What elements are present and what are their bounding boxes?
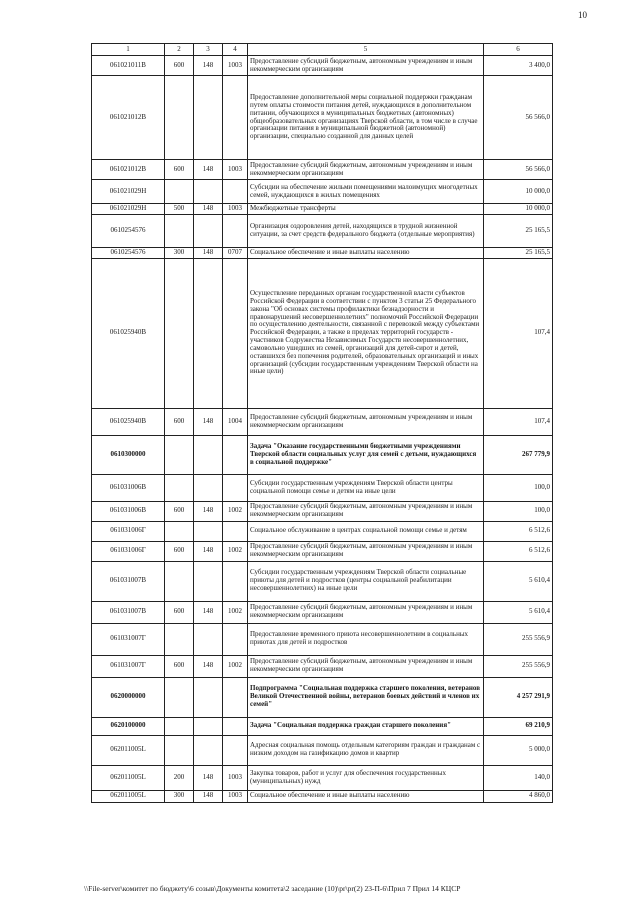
- cell-c3: [194, 474, 223, 501]
- cell-code: 062011005L: [92, 790, 165, 802]
- header-cell: 1: [92, 44, 165, 56]
- cell-amount: 25 165,5: [484, 214, 553, 247]
- cell-code: 061031006Г: [92, 541, 165, 561]
- file-path-footer: \\File-server\комитет по бюджету\6 созыв\Документы комитета\2 заседание (10)\pr\pr(2) 23-П-6\Прил 7 Прил 14 КЦСР: [84, 884, 461, 893]
- cell-c3: 148: [194, 501, 223, 521]
- cell-name: Организация оздоровления детей, находящихся в трудной жизненной ситуации, за счет средств федерального бюджета (отдельные мероприятия): [248, 214, 484, 247]
- cell-c4: [223, 521, 248, 541]
- cell-c4: [223, 258, 248, 408]
- cell-name: Предоставление субсидий бюджетным, автономным учреждениям и иным некоммерческим организациям: [248, 160, 484, 180]
- table-row: [92, 204, 553, 215]
- cell-amount: 4 860,0: [484, 790, 553, 802]
- header-cell: 5: [248, 44, 484, 56]
- cell-c4: 1003: [223, 56, 248, 76]
- cell-name: Субсидии государственным учреждениям Тверской области центры социальной помощи семье и детям на иные цели: [248, 474, 484, 501]
- cell-name: Адресная социальная помощь отдельным категориям граждан и гражданам с низким доходом на газификацию домов и квартир: [248, 735, 484, 765]
- cell-c3: 148: [194, 601, 223, 623]
- cell-c3: [194, 76, 223, 160]
- cell-c3: [194, 717, 223, 735]
- cell-c4: 1002: [223, 541, 248, 561]
- cell-code: 061021012В: [92, 160, 165, 180]
- cell-amount: 107,4: [484, 258, 553, 408]
- cell-name: Предоставление дополнительной меры социальной поддержки гражданам путем оплаты стоимости питания детей, нуждающихся в дополнительном питании, обучающихся в муниципальных бюджетных (автономных) общеобразовательных организациях Тверской области, в том числе в случае организации питания в муниципальной бюджетной (автономной) организации, специально созданной для данных целей: [248, 76, 484, 160]
- table-row: [92, 561, 553, 601]
- cell-name: Предоставление субсидий бюджетным, автономным учреждениям и иным некоммерческим организациям: [248, 501, 484, 521]
- table-row: [92, 717, 553, 735]
- cell-c4: 1002: [223, 655, 248, 677]
- cell-c4: [223, 214, 248, 247]
- table-row: [92, 435, 553, 474]
- cell-code: 061021029Н: [92, 180, 165, 204]
- cell-amount: 56 566,0: [484, 76, 553, 160]
- cell-name: Предоставление субсидий бюджетным, автономным учреждениям и иным некоммерческим организациям: [248, 541, 484, 561]
- cell-c4: [223, 561, 248, 601]
- cell-code: 061031007Г: [92, 655, 165, 677]
- cell-name: Задача "Социальная поддержка граждан старшего поколения": [248, 717, 484, 735]
- header-cell: 2: [165, 44, 194, 56]
- page-number: 10: [578, 10, 587, 20]
- cell-name: Предоставление субсидий бюджетным, автономным учреждениям и иным некоммерческим организациям: [248, 408, 484, 435]
- cell-code: 061031007Г: [92, 623, 165, 655]
- cell-code: 061031006Г: [92, 521, 165, 541]
- cell-c3: 148: [194, 160, 223, 180]
- table-row: [92, 765, 553, 790]
- cell-amount: 107,4: [484, 408, 553, 435]
- cell-amount: 267 779,9: [484, 435, 553, 474]
- table-row: [92, 521, 553, 541]
- cell-amount: 5 610,4: [484, 561, 553, 601]
- table-row: [92, 735, 553, 765]
- cell-code: 062011005L: [92, 765, 165, 790]
- table-row: [92, 180, 553, 204]
- cell-amount: 4 257 291,9: [484, 677, 553, 717]
- cell-c2: 300: [165, 790, 194, 802]
- cell-c2: [165, 717, 194, 735]
- cell-c3: [194, 677, 223, 717]
- cell-code: 061025940В: [92, 408, 165, 435]
- cell-code: 0620000000: [92, 677, 165, 717]
- cell-amount: 10 000,0: [484, 204, 553, 215]
- cell-c2: 600: [165, 408, 194, 435]
- table-row: [92, 258, 553, 408]
- cell-name: Социальное обеспечение и иные выплаты населению: [248, 790, 484, 802]
- cell-amount: 255 556,9: [484, 655, 553, 677]
- cell-c2: [165, 435, 194, 474]
- cell-name: Межбюджетные трансферты: [248, 204, 484, 215]
- cell-amount: 69 210,9: [484, 717, 553, 735]
- cell-name: Подпрограмма "Социальная поддержка старшего поколения, ветеранов Великой Отечественной войны, ветеранов боевых действий и членов их семей": [248, 677, 484, 717]
- cell-amount: 6 512,6: [484, 541, 553, 561]
- cell-c4: 1002: [223, 601, 248, 623]
- cell-code: 061031007В: [92, 561, 165, 601]
- cell-amount: 25 165,5: [484, 247, 553, 258]
- cell-c3: 148: [194, 204, 223, 215]
- table-row: [92, 76, 553, 160]
- cell-code: 061021029Н: [92, 204, 165, 215]
- table-row: [92, 214, 553, 247]
- cell-c3: 148: [194, 56, 223, 76]
- table-row: [92, 408, 553, 435]
- table-row: [92, 474, 553, 501]
- cell-code: 061025940В: [92, 258, 165, 408]
- cell-amount: 6 512,6: [484, 521, 553, 541]
- cell-c2: 600: [165, 56, 194, 76]
- cell-c3: [194, 180, 223, 204]
- cell-c4: [223, 435, 248, 474]
- cell-code: 061031007В: [92, 601, 165, 623]
- cell-c4: 1003: [223, 765, 248, 790]
- cell-name: Социальное обслуживание в центрах социальной помощи семье и детям: [248, 521, 484, 541]
- cell-name: Предоставление субсидий бюджетным, автономным учреждениям и иным некоммерческим организациям: [248, 601, 484, 623]
- table-row: [92, 623, 553, 655]
- cell-c2: [165, 521, 194, 541]
- cell-c4: [223, 677, 248, 717]
- cell-c3: 148: [194, 790, 223, 802]
- cell-c4: [223, 717, 248, 735]
- cell-c4: [223, 180, 248, 204]
- header-cell: 6: [484, 44, 553, 56]
- cell-amount: 100,0: [484, 501, 553, 521]
- cell-c2: [165, 474, 194, 501]
- cell-c4: 1002: [223, 501, 248, 521]
- table-row: [92, 655, 553, 677]
- cell-code: 0610300000: [92, 435, 165, 474]
- cell-c4: [223, 735, 248, 765]
- cell-c3: 148: [194, 655, 223, 677]
- cell-name: Социальное обеспечение и иные выплаты населению: [248, 247, 484, 258]
- table-header-row: [92, 44, 553, 56]
- table-row: [92, 160, 553, 180]
- cell-amount: 56 566,0: [484, 160, 553, 180]
- cell-c2: 600: [165, 160, 194, 180]
- cell-c3: [194, 623, 223, 655]
- cell-name: Предоставление временного приюта несовершеннолетним в социальных приютах для детей и подростков: [248, 623, 484, 655]
- cell-name: Предоставление субсидий бюджетным, автономным учреждениям и иным некоммерческим организациям: [248, 655, 484, 677]
- cell-c4: 1003: [223, 160, 248, 180]
- cell-name: Закупка товаров, работ и услуг для обеспечения государственных (муниципальных) нужд: [248, 765, 484, 790]
- cell-c4: 1004: [223, 408, 248, 435]
- cell-c2: [165, 76, 194, 160]
- cell-c2: 600: [165, 601, 194, 623]
- cell-name: Осуществление переданных органам государственной власти субъектов Российской Федерации в соответствии с пунктом 3 статьи 25 Федерального закона "Об основах системы профилактики безнадзорности и правонарушений несовершеннолетних" полномочий Российской Федерации по осуществлению деятельности, связанной с перевозкой между субъектами Российской Федерации, а также в пределах территорий государств - участников Содружества Независимых Государств несовершеннолетних, самовольно ушедших из семей, организаций для детей-сирот и детей, оставшихся без попечения родителей, образовательных организаций и иных организаций (субсидии государственным учреждениям Тверской области на иные цели): [248, 258, 484, 408]
- cell-c3: 148: [194, 247, 223, 258]
- table-row: [92, 541, 553, 561]
- cell-code: 062011005L: [92, 735, 165, 765]
- table-row: [92, 247, 553, 258]
- cell-c3: 148: [194, 765, 223, 790]
- cell-c2: [165, 561, 194, 601]
- cell-c3: [194, 435, 223, 474]
- cell-amount: 100,0: [484, 474, 553, 501]
- cell-amount: 255 556,9: [484, 623, 553, 655]
- cell-name: Субсидии государственным учреждениям Тверской области социальные приюты для детей и подростков (центры социальной реабилитации несовершеннолетних) на иные цели: [248, 561, 484, 601]
- cell-code: 0610254576: [92, 247, 165, 258]
- cell-code: 061021011В: [92, 56, 165, 76]
- cell-c4: [223, 623, 248, 655]
- cell-code: 0610254576: [92, 214, 165, 247]
- table-row: [92, 790, 553, 802]
- cell-c3: 148: [194, 408, 223, 435]
- cell-c2: 600: [165, 501, 194, 521]
- cell-amount: 3 400,0: [484, 56, 553, 76]
- table-row: [92, 601, 553, 623]
- cell-name: Предоставление субсидий бюджетным, автономным учреждениям и иным некоммерческим организациям: [248, 56, 484, 76]
- cell-c4: 0707: [223, 247, 248, 258]
- cell-amount: 5 000,0: [484, 735, 553, 765]
- cell-code: 061031006В: [92, 474, 165, 501]
- cell-c2: 200: [165, 765, 194, 790]
- budget-table: [91, 43, 553, 803]
- cell-c2: 600: [165, 541, 194, 561]
- cell-c2: [165, 180, 194, 204]
- header-cell: 3: [194, 44, 223, 56]
- cell-c4: 1003: [223, 204, 248, 215]
- cell-code: 061021012В: [92, 76, 165, 160]
- cell-c4: [223, 474, 248, 501]
- cell-c2: [165, 735, 194, 765]
- cell-amount: 140,0: [484, 765, 553, 790]
- cell-amount: 5 610,4: [484, 601, 553, 623]
- cell-name: Субсидии на обеспечение жильми помещениями малоимущих многодетных семей, нуждающихся в жилых помещениях: [248, 180, 484, 204]
- cell-c2: [165, 623, 194, 655]
- cell-c3: [194, 561, 223, 601]
- cell-c3: [194, 214, 223, 247]
- cell-code: 061031006В: [92, 501, 165, 521]
- cell-c2: [165, 677, 194, 717]
- cell-c2: [165, 258, 194, 408]
- cell-c3: 148: [194, 541, 223, 561]
- cell-amount: 10 000,0: [484, 180, 553, 204]
- cell-name: Задача "Оказание государственными бюджетными учреждениями Тверской области социальных услуг для семей с детьми, нуждающихся в социальной поддержке": [248, 435, 484, 474]
- cell-c3: [194, 735, 223, 765]
- cell-c3: [194, 521, 223, 541]
- header-cell: 4: [223, 44, 248, 56]
- cell-c4: [223, 76, 248, 160]
- table-row: [92, 677, 553, 717]
- table-row: [92, 56, 553, 76]
- cell-c2: 300: [165, 247, 194, 258]
- cell-c2: 500: [165, 204, 194, 215]
- cell-c2: [165, 214, 194, 247]
- cell-c3: [194, 258, 223, 408]
- table-row: [92, 501, 553, 521]
- cell-code: 0620100000: [92, 717, 165, 735]
- cell-c2: 600: [165, 655, 194, 677]
- cell-c4: 1003: [223, 790, 248, 802]
